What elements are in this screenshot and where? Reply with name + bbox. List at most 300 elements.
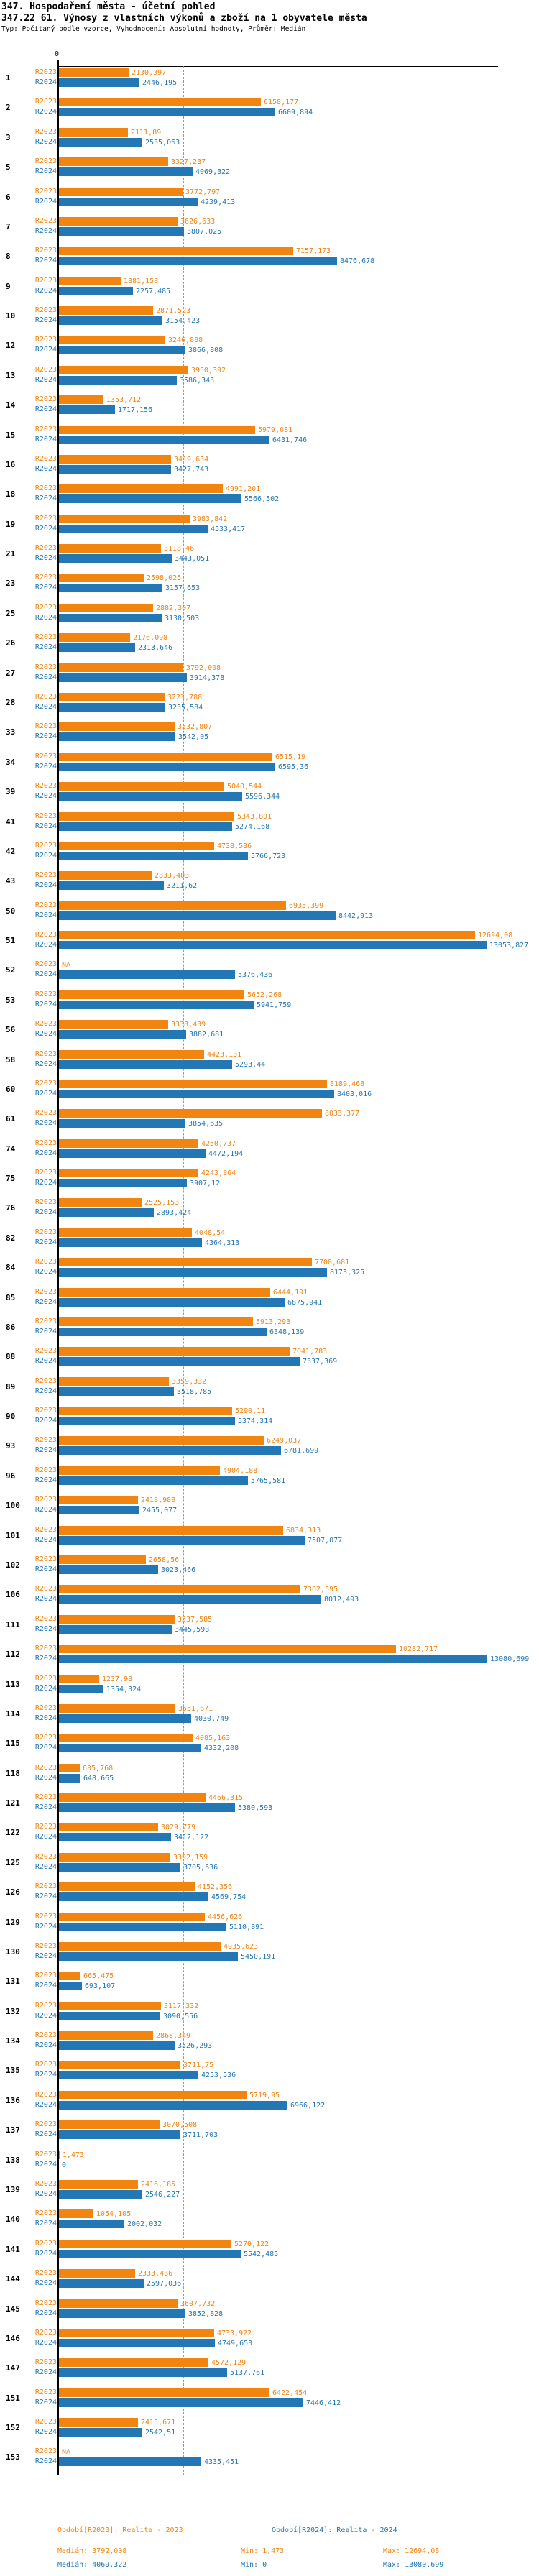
row-group-8 — [0, 245, 539, 275]
row-group-2 — [0, 96, 539, 126]
row-id-label: 112 — [6, 1650, 20, 1660]
series-label-r2023: R2023 — [34, 1407, 57, 1415]
value-label-r2024: 3445,598 — [175, 1625, 210, 1634]
row-id-label: 18 — [6, 489, 16, 500]
value-label-r2023: 4466,315 — [208, 1794, 244, 1803]
bar-r2024 — [59, 465, 171, 474]
bar-r2023 — [59, 1585, 300, 1593]
bar-r2023 — [59, 2120, 160, 2129]
row-group-134 — [0, 2030, 539, 2059]
row-id-label: 61 — [6, 1114, 16, 1124]
row-id-label: 102 — [6, 1560, 20, 1570]
row-group-53 — [0, 989, 539, 1018]
value-label-r2024: 2446,195 — [142, 79, 178, 87]
series-label-r2023: R2023 — [34, 1496, 57, 1504]
bar-r2023 — [59, 1080, 327, 1088]
series-label-r2023: R2023 — [34, 365, 57, 374]
value-label-r2023: 10282,717 — [399, 1645, 438, 1654]
row-group-50 — [0, 900, 539, 929]
series-label-r2024: R2024 — [34, 2100, 57, 2109]
row-id-label: 16 — [6, 459, 16, 469]
series-label-r2024: R2024 — [34, 911, 57, 919]
value-label-r2024: 3526,293 — [178, 2042, 213, 2051]
row-group-93 — [0, 1435, 539, 1464]
row-group-112 — [0, 1643, 539, 1673]
bar-r2023 — [59, 604, 153, 612]
series-label-r2024: R2024 — [34, 941, 57, 949]
series-label-r2023: R2023 — [34, 157, 57, 166]
value-label-r2024: 3705,636 — [183, 1863, 218, 1872]
value-label-r2024: 2893,424 — [157, 1209, 192, 1218]
value-label-r2024: 4335,451 — [204, 2458, 239, 2467]
series-label-r2023: R2023 — [34, 2061, 57, 2069]
row-id-label: 88 — [6, 1352, 16, 1362]
series-label-r2023: R2023 — [34, 1585, 57, 1593]
value-label-r2024: 2455,077 — [142, 1506, 178, 1515]
row-id-label: 43 — [6, 876, 16, 886]
series-label-r2024: R2024 — [34, 1238, 57, 1246]
value-label-r2023: 3117,332 — [164, 2002, 199, 2010]
value-label-r2023: 2882,307 — [156, 604, 191, 612]
bar-r2024 — [59, 881, 164, 890]
value-label-r2023: 4904,188 — [223, 1466, 258, 1475]
value-label-r2023: 1353,712 — [106, 396, 142, 405]
series-label-r2023: R2023 — [34, 722, 57, 731]
value-label-r2024: 3090,556 — [163, 2012, 198, 2020]
series-label-r2024: R2024 — [34, 970, 57, 979]
bar-r2023 — [59, 1615, 175, 1624]
series-label-r2023: R2023 — [34, 752, 57, 760]
series-label-r2024: R2024 — [34, 494, 57, 503]
row-id-label: 12 — [6, 341, 16, 351]
series-label-r2023: R2023 — [34, 1109, 57, 1118]
series-label-r2023: R2023 — [34, 2239, 57, 2248]
value-label-r2023: 1054,105 — [96, 2210, 132, 2219]
row-id-label: 41 — [6, 816, 16, 827]
series-label-r2023: R2023 — [34, 484, 57, 493]
row-group-90 — [0, 1405, 539, 1435]
series-label-r2023: R2023 — [34, 1882, 57, 1891]
bar-r2024 — [59, 2250, 241, 2258]
series-label-r2024: R2024 — [34, 1476, 57, 1484]
series-label-r2023: R2023 — [34, 1763, 57, 1772]
value-label-r2024: 3443,051 — [175, 555, 210, 564]
row-id-label: 153 — [6, 2452, 20, 2462]
row-id-label: 106 — [6, 1590, 20, 1600]
series-label-r2023: R2023 — [34, 990, 57, 998]
row-id-label: 76 — [6, 1203, 16, 1213]
row-group-118 — [0, 1762, 539, 1792]
value-label-r2024: 5293,44 — [235, 1060, 266, 1069]
bar-r2024 — [59, 316, 162, 325]
bar-r2024 — [59, 78, 139, 87]
value-label-r2023: 6158,177 — [264, 98, 299, 107]
value-label-r2023: 5913,293 — [256, 1317, 291, 1326]
row-group-88 — [0, 1346, 539, 1375]
value-label-r2024: 693,107 — [85, 1982, 116, 1991]
series-label-r2023: R2023 — [34, 574, 57, 582]
bar-r2023 — [59, 68, 129, 77]
series-label-r2023: R2023 — [34, 1376, 57, 1385]
value-label-r2024: 2535,063 — [145, 138, 180, 147]
bar-r2023 — [59, 901, 286, 910]
row-group-6 — [0, 186, 539, 216]
bar-r2023 — [59, 1347, 290, 1356]
bar-r2023 — [59, 1555, 146, 1564]
series-label-r2023: R2023 — [34, 2388, 57, 2396]
legend-r2023: Období[R2023]: Realita - 2023 — [57, 2526, 183, 2534]
value-label-r2024: 5941,759 — [257, 1000, 292, 1009]
value-label-r2023: 2598,025 — [147, 574, 182, 583]
row-group-140 — [0, 2208, 539, 2237]
row-id-label: 101 — [6, 1530, 20, 1540]
value-label-r2024: 5274,168 — [235, 822, 270, 831]
value-label-r2023: 3070,508 — [162, 2121, 198, 2130]
row-id-label: 85 — [6, 1292, 16, 1302]
value-label-r2024: 3586,343 — [180, 376, 215, 385]
value-label-r2024: 5110,891 — [229, 1923, 264, 1931]
series-label-r2024: R2024 — [34, 1655, 57, 1663]
bar-r2023 — [59, 98, 261, 106]
row-group-12 — [0, 334, 539, 364]
series-label-r2023: R2023 — [34, 127, 57, 136]
value-label-r2024: 5766,723 — [251, 852, 286, 860]
row-id-label: 138 — [6, 2155, 20, 2165]
value-label-r2024: 6609,894 — [278, 109, 313, 117]
row-group-136 — [0, 2089, 539, 2119]
series-label-r2024: R2024 — [34, 1714, 57, 1722]
row-id-label: 126 — [6, 1887, 20, 1898]
series-label-r2023: R2023 — [34, 425, 57, 433]
row-group-27 — [0, 662, 539, 691]
value-label-r2024: 7446,412 — [306, 2398, 341, 2407]
series-label-r2024: R2024 — [34, 2398, 57, 2406]
bar-r2024 — [59, 1892, 208, 1901]
row-id-label: 23 — [6, 579, 16, 589]
series-label-r2023: R2023 — [34, 2358, 57, 2367]
bar-r2023 — [59, 455, 171, 464]
row-group-1 — [0, 67, 539, 96]
series-label-r2024: R2024 — [34, 257, 57, 265]
bar-r2024 — [59, 970, 235, 979]
series-label-r2024: R2024 — [34, 2457, 57, 2466]
value-label-r2024: 6431,746 — [272, 436, 308, 444]
series-label-r2024: R2024 — [34, 732, 57, 741]
bar-r2023 — [59, 306, 153, 315]
value-label-r2023: 4048,54 — [195, 1228, 226, 1237]
series-label-r2023: R2023 — [34, 187, 57, 196]
bar-r2023 — [59, 544, 161, 553]
value-label-r2023: 2176,098 — [133, 634, 168, 643]
row-id-label: 14 — [6, 400, 16, 410]
row-id-label: 5 — [6, 162, 11, 172]
value-label-r2023: 6444,191 — [273, 1288, 308, 1297]
row-group-122 — [0, 1821, 539, 1851]
row-id-label: 28 — [6, 697, 16, 707]
bar-r2024 — [59, 1506, 139, 1514]
bar-r2023 — [59, 931, 475, 939]
series-label-r2024: R2024 — [34, 316, 57, 325]
row-group-15 — [0, 424, 539, 454]
value-label-r2023: 5343,801 — [237, 812, 272, 821]
value-label-r2023: 5040,544 — [227, 783, 262, 791]
series-label-r2023: R2023 — [34, 1793, 57, 1802]
bar-r2023 — [59, 782, 224, 791]
row-id-label: 89 — [6, 1381, 16, 1392]
row-group-96 — [0, 1465, 539, 1494]
series-label-r2023: R2023 — [34, 2031, 57, 2040]
value-label-r2024: 4472,194 — [208, 1149, 244, 1158]
value-label-r2024: 3542,05 — [178, 733, 209, 742]
series-label-r2023: R2023 — [34, 782, 57, 791]
bar-r2023 — [59, 515, 190, 523]
row-id-label: 122 — [6, 1828, 20, 1838]
series-label-r2024: R2024 — [34, 2220, 57, 2228]
series-label-r2024: R2024 — [34, 613, 57, 622]
bar-r2024 — [59, 1387, 174, 1396]
value-label-r2024: 3852,828 — [188, 2309, 224, 2318]
bar-r2023 — [59, 722, 175, 731]
value-label-r2024: 2257,485 — [136, 287, 171, 295]
value-label-r2024: 3427,743 — [174, 465, 209, 474]
bar-r2024 — [59, 1536, 305, 1545]
bar-r2024 — [59, 2428, 142, 2437]
stat-median-r2023: Medián: 3792,008 — [57, 2547, 127, 2555]
series-label-r2024: R2024 — [34, 2249, 57, 2258]
bar-r2024 — [59, 2309, 185, 2318]
value-label-r2023: 3711,75 — [183, 2061, 214, 2070]
bar-r2023 — [59, 871, 152, 880]
bar-r2023 — [59, 188, 183, 196]
series-label-r2023: R2023 — [34, 2209, 57, 2218]
series-label-r2024: R2024 — [34, 108, 57, 116]
value-label-r2024: 3882,681 — [189, 1031, 224, 1039]
value-label-r2024: 4069,322 — [195, 168, 231, 177]
bar-r2023 — [59, 574, 144, 582]
bar-r2023 — [59, 157, 168, 166]
value-label-r2024: 8476,678 — [340, 257, 375, 266]
stat-min-r2023: Min: 1,473 — [241, 2547, 285, 2555]
bar-r2023 — [59, 1823, 158, 1831]
series-label-r2023: R2023 — [34, 1466, 57, 1474]
series-label-r2023: R2023 — [34, 2447, 57, 2456]
series-label-r2023: R2023 — [34, 454, 57, 463]
bar-r2024 — [59, 1476, 248, 1485]
row-id-label: 58 — [6, 1054, 16, 1064]
row-id-label: 15 — [6, 430, 16, 440]
row-group-25 — [0, 602, 539, 632]
bar-r2023 — [59, 247, 293, 255]
value-label-r2023: 3392,159 — [173, 1853, 208, 1862]
report-subtitle: 347.22 61. Výnosy z vlastních výkonů a zboží na 1 obyvatele města — [1, 13, 367, 24]
row-id-label: 139 — [6, 2184, 20, 2194]
bar-r2023 — [59, 1644, 396, 1653]
series-label-r2023: R2023 — [34, 692, 57, 701]
row-id-label: 60 — [6, 1084, 16, 1094]
bar-r2023 — [59, 1377, 169, 1386]
bar-r2023 — [59, 1436, 264, 1445]
bar-r2024 — [59, 643, 135, 652]
series-label-r2024: R2024 — [34, 1535, 57, 1544]
value-label-r2023: 3327,237 — [171, 158, 206, 167]
row-group-52 — [0, 959, 539, 988]
series-label-r2024: R2024 — [34, 1624, 57, 1633]
bar-r2024 — [59, 1833, 171, 1841]
value-label-r2023: 7362,595 — [303, 1586, 338, 1594]
row-id-label: 113 — [6, 1679, 20, 1689]
value-label-r2024: 7507,077 — [308, 1536, 343, 1545]
series-label-r2023: R2023 — [34, 960, 57, 969]
row-id-label: 27 — [6, 668, 16, 678]
bar-r2024 — [59, 1030, 186, 1039]
bar-r2023 — [59, 1258, 312, 1266]
series-label-r2023: R2023 — [34, 2328, 57, 2337]
series-label-r2023: R2023 — [34, 901, 57, 909]
bar-r2024 — [59, 1298, 285, 1307]
row-id-label: 151 — [6, 2393, 20, 2403]
row-id-label: 56 — [6, 1025, 16, 1035]
row-group-34 — [0, 751, 539, 781]
value-label-r2024: 5137,761 — [230, 2369, 265, 2378]
bar-r2024 — [59, 1625, 172, 1634]
bar-r2023 — [59, 663, 183, 672]
value-label-r2024: 6348,139 — [270, 1328, 305, 1336]
bar-r2023 — [59, 1169, 198, 1177]
row-id-label: 1 — [6, 73, 11, 83]
row-id-label: 84 — [6, 1263, 16, 1273]
bar-r2024 — [59, 138, 142, 147]
value-label-r2024: 5765,581 — [251, 1476, 286, 1485]
row-group-139 — [0, 2179, 539, 2208]
row-group-74 — [0, 1138, 539, 1167]
value-label-r2024: 8442,913 — [338, 911, 374, 920]
series-label-r2023: R2023 — [34, 2418, 57, 2426]
bar-r2024 — [59, 1982, 82, 1990]
series-label-r2023: R2023 — [34, 1823, 57, 1831]
bar-r2023 — [59, 753, 272, 761]
series-label-r2024: R2024 — [34, 1179, 57, 1187]
row-group-113 — [0, 1673, 539, 1703]
row-id-label: 39 — [6, 787, 16, 797]
bar-r2023 — [59, 2091, 247, 2099]
series-label-r2023: R2023 — [34, 931, 57, 939]
bar-r2024 — [59, 1328, 267, 1336]
row-id-label: 10 — [6, 311, 16, 321]
value-label-r2023: 3246,888 — [168, 336, 203, 345]
series-label-r2024: R2024 — [34, 2041, 57, 2050]
series-label-r2024: R2024 — [34, 1565, 57, 1573]
row-group-19 — [0, 513, 539, 543]
bar-r2024 — [59, 1090, 334, 1098]
series-label-r2023: R2023 — [34, 603, 57, 612]
bar-r2023 — [59, 2418, 138, 2426]
value-label-r2023: 3419,634 — [174, 455, 209, 464]
bar-r2023 — [59, 2061, 180, 2069]
value-label-r2024: 3154,423 — [165, 317, 201, 326]
row-id-label: 134 — [6, 2036, 20, 2046]
series-label-r2024: R2024 — [34, 584, 57, 592]
bar-r2024 — [59, 1446, 281, 1455]
bar-r2024 — [59, 1119, 185, 1128]
bar-r2024 — [59, 941, 487, 949]
bar-r2023 — [59, 2388, 270, 2397]
bar-r2023 — [59, 1317, 253, 1326]
stat-max-r2023: Max: 12694,08 — [383, 2547, 440, 2555]
bar-r2023 — [59, 1734, 193, 1742]
series-label-r2024: R2024 — [34, 1059, 57, 1068]
bar-r2023 — [59, 128, 128, 137]
value-label-r2024: 5596,344 — [245, 793, 280, 801]
bar-r2023 — [59, 693, 165, 702]
value-label-r2023: 4991,201 — [226, 485, 261, 494]
series-label-r2023: R2023 — [34, 247, 57, 255]
bar-r2023 — [59, 1793, 206, 1802]
bar-r2024 — [59, 2279, 144, 2288]
value-label-r2024: 0 — [62, 2161, 67, 2169]
bar-r2023 — [59, 277, 121, 285]
bar-r2023 — [59, 1853, 170, 1862]
row-group-130 — [0, 1941, 539, 1970]
row-id-label: 100 — [6, 1501, 20, 1511]
row-id-label: 82 — [6, 1233, 16, 1243]
value-label-r2023: 2418,988 — [141, 1496, 176, 1505]
value-label-r2024: 5566,502 — [244, 495, 280, 504]
series-label-r2024: R2024 — [34, 673, 57, 681]
series-label-r2024: R2024 — [34, 1833, 57, 1841]
value-label-r2023: 2130,397 — [132, 69, 167, 77]
bar-r2024 — [59, 2457, 201, 2466]
series-label-r2023: R2023 — [34, 1169, 57, 1177]
row-group-5 — [0, 156, 539, 185]
axis-zero-label: 0 — [55, 50, 60, 58]
row-group-9 — [0, 275, 539, 305]
bar-r2024 — [59, 1803, 235, 1812]
bar-r2024 — [59, 1595, 321, 1604]
value-label-r2024: 4239,413 — [201, 198, 236, 206]
row-group-89 — [0, 1376, 539, 1405]
value-label-r2023: 6422,454 — [272, 2388, 308, 2397]
value-label-r2024: 3023,466 — [161, 1566, 196, 1574]
bar-r2024 — [59, 2101, 287, 2110]
bar-r2024 — [59, 108, 275, 116]
bar-r2024 — [59, 1923, 226, 1931]
row-id-label: 145 — [6, 2304, 20, 2314]
bar-r2023 — [59, 1913, 205, 1921]
value-label-r2023: 5290,11 — [235, 1407, 266, 1416]
row-group-102 — [0, 1554, 539, 1583]
bar-r2024 — [59, 2339, 215, 2347]
row-group-106 — [0, 1583, 539, 1613]
stat-median-r2024: Medián: 4069,322 — [57, 2561, 127, 2569]
value-label-r2024: 3211,62 — [167, 882, 198, 891]
value-label-r2024: 6875,941 — [287, 1298, 323, 1307]
bar-r2023 — [59, 1942, 221, 1951]
series-label-r2023: R2023 — [34, 633, 57, 642]
series-label-r2024: R2024 — [34, 2011, 57, 2020]
series-label-r2024: R2024 — [34, 1089, 57, 1098]
report-title: 347. Hospodaření města - účetní pohled — [1, 1, 216, 12]
row-group-111 — [0, 1614, 539, 1643]
value-label-r2024: 4030,749 — [194, 1714, 229, 1723]
row-group-129 — [0, 1911, 539, 1941]
row-id-label: 114 — [6, 1708, 20, 1719]
value-label-r2023: 12694,08 — [478, 932, 513, 940]
stat-max-r2024: Max: 13080,699 — [383, 2561, 444, 2569]
series-label-r2024: R2024 — [34, 405, 57, 414]
series-label-r2024: R2024 — [34, 435, 57, 443]
series-label-r2024: R2024 — [34, 2189, 57, 2198]
row-id-label: 129 — [6, 1917, 20, 1927]
